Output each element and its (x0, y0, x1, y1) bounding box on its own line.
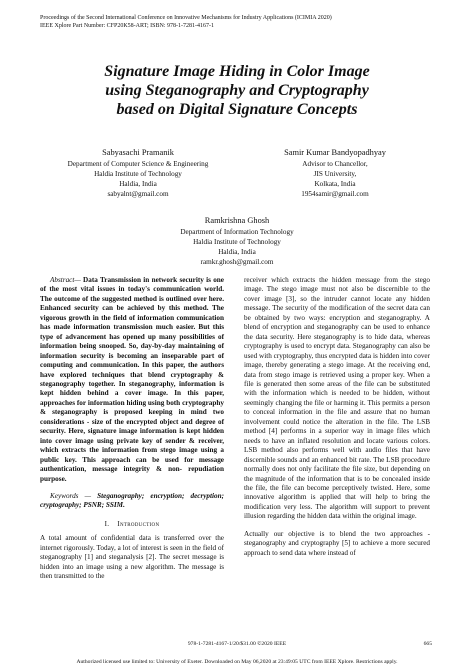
author-institute: JIS University, (313, 170, 357, 178)
author-department: Department of Computer Science & Engineering (67, 160, 209, 168)
author-name: Sabyasachi Pramanik (102, 148, 174, 157)
author-location: Haldia, India (218, 248, 256, 256)
section-heading (40, 520, 224, 529)
page-number: 665 (423, 641, 432, 647)
keywords-text: Steganography; encryption; decryption; cryptography; PSNR; SSIM. (40, 491, 225, 510)
author-institute: Haldia Institute of Technology (193, 238, 281, 246)
keywords-label: Keywords — (50, 491, 92, 500)
author-block-2 (245, 147, 425, 199)
author-email: 1954samir@gmail.com (301, 190, 369, 198)
author-email: ramkr.ghosh@gmail.com (200, 258, 274, 266)
author-name: Samir Kumar Bandyopadhyay (284, 148, 386, 157)
author-location: Kolkata, India (314, 180, 356, 188)
author-department: Department of Information Technology (180, 228, 294, 236)
proceedings-line-2: IEEE Xplore Part Number: CFP20K58-ART; ISBN: 978-1-7281-4167-1 (40, 23, 214, 29)
title-line-3: based on Digital Signature Concepts (116, 101, 358, 118)
title-line-2: using Steganography and Cryptography (105, 82, 369, 99)
author-block-1 (48, 147, 228, 199)
author-email: sabyalnt@gmail.com (107, 190, 169, 198)
abstract-text: Data Transmission in network security is one of the most vital issues in today's communication world. The outcome of the suggested method is outlined over here. Enhanced security can be achieved by this method. The vigorous growth in the field of information communication has made information transmission much easier. But this type of advancement has opened up many possibilities of information being snooped. So, day-by-day maintaining of information security is becoming an inseparable part of computing and communication. In this paper, the authors have explored techniques that blend cryptography & steganography together. In steganography, information is kept hidden behind a cover image. In this paper, approaches for information hiding using both cryptography & steganography is proposed keeping in mind two considerations - size of the encrypted object and degree of security. Here, signature image information is kept hidden into cover image using private key of sender & receiver, which extracts the information from stego image using a public key. This approach can be used for message authentication, message integrity & non- repudiation purpose. (40, 276, 224, 483)
paper-title (60, 62, 414, 119)
right-column (244, 276, 430, 558)
copyright-line: 978-1-7281-4167-1/20/$31.00 ©2020 IEEE (187, 641, 287, 647)
body-paragraph: receiver which extracts the hidden message from the stego image. The stego image must not also be discernible to the cover image [3], so the intruder cannot locate any hidden message. The security of the modification of the secret data can be obtained by two ways: encryption and steganography. A blend of encryption and steganography can be used to enhance the data security. Here steganography is to hide data, whereas cryptography is used to encrypt data. Steganography can also be used with cryptography, thus encrypted data is hidden into cover image, thereby generating a stego image. At the receiving end, data from stego image is retrieved using a proper key. When a file is generated then some areas of the file can be substituted with the information which is needed to be hidden, without seemingly changing the file or harming it. This permits a person to conceal information in the file and assure that no human involvement could notice the alteration in the file. The LSB method [4] performs in a superior way in image files which needs to have an inflated resolution and locate various colors. LSB method also performs well with audio files that have discernible sounds and an enhanced bit rate. The LSB procedure normally does not only facilitate the file size, but depending on the magnitude of the information that is to be concealed inside the file, the file can become perceptively twisted. Here, some innovative algorithm is applied that will help to bring the modification very less. The algorithm will support to prevent illusion regarding the hidden data within the original image. (244, 276, 430, 521)
body-paragraph-2: Actually our objective is to blend the two approaches - steganography and cryptography [5] to achieve a more secured approach to send data where instead of (244, 529, 430, 557)
section-title: Introduction (117, 519, 160, 528)
author-location: Haldia, India (119, 180, 157, 188)
abstract (40, 276, 224, 484)
author-department: Advisor to Chancellor, (302, 160, 368, 168)
title-line-1: Signature Image Hiding in Color Image (104, 63, 370, 80)
intro-paragraph: A total amount of confidential data is transferred over the internet rigorously. Today, a lot of interest is seen in the field of steganography [1] and steganalysis [2]. The secret message is hidden into an image using a new algorithm. The message is then transmitted to the (40, 534, 224, 581)
abstract-label: Abstract— (50, 276, 81, 284)
left-column (40, 276, 224, 582)
section-number: I. (104, 519, 110, 528)
author-block-3 (147, 215, 327, 267)
author-institute: Haldia Institute of Technology (94, 170, 182, 178)
proceedings-header (40, 14, 332, 30)
proceedings-line-1: Proceedings of the Second International Conference on Innovative Mechanisms for Industry Applications (ICIMIA 2020) (40, 15, 332, 21)
keywords (40, 492, 224, 511)
license-notice: Authorized licensed use limited to: University of Exeter. Downloaded on May 06,2020 at 23:49:05 UTC from IEEE Xplore. Restrictions apply. (76, 659, 398, 665)
author-name: Ramkrishna Ghosh (204, 216, 270, 225)
